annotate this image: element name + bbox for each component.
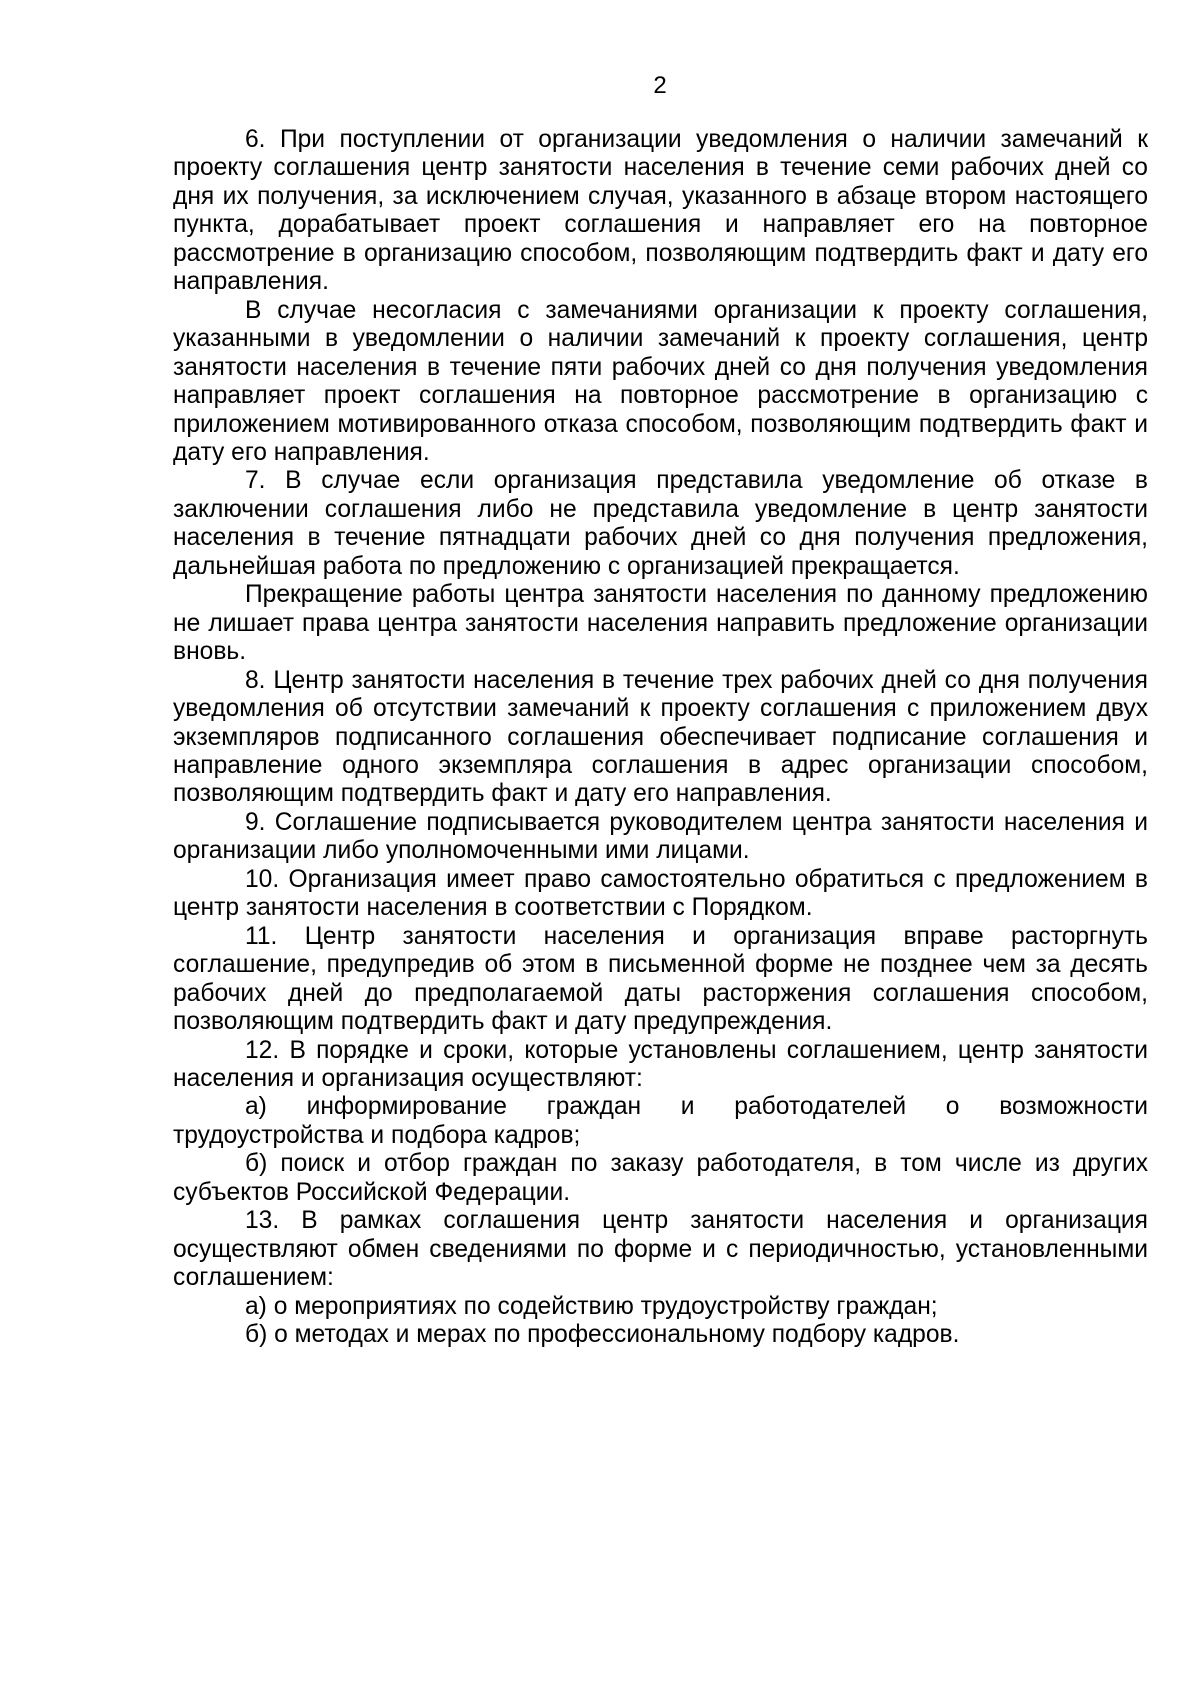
paragraph-9: 9. Соглашение подписывается руководителем центра занятости населения и организации либо уполномоченными ими лицами. bbox=[173, 808, 1148, 865]
paragraph-12-item-a: а) информирование граждан и работодателей о возможности трудоустройства и подбора кадров; bbox=[173, 1093, 1148, 1149]
paragraph-13: 13. В рамках соглашения центр занятости населения и организация осуществляют обмен сведениями по форме и с периодичностью, установленными соглашением: bbox=[173, 1207, 1148, 1292]
paragraph-13-item-b: б) о методах и мерах по профессиональному подбору кадров. bbox=[245, 1321, 960, 1349]
paragraph-7-part-2: Прекращение работы центра занятости населения по данному предложению не лишает права центра занятости населения направить предложение организации вновь. bbox=[173, 581, 1148, 666]
paragraph-12: 12. В порядке и сроки, которые установлены соглашением, центр занятости населения и организация осуществляют: bbox=[173, 1036, 1148, 1092]
paragraph-6-part-2: В случае несогласия с замечаниями организации к проекту соглашения, указанными в уведомлении о наличии замечаний к проекту соглашения, центр занятости населения в течение пяти рабочих дней со дня получения уведомления направляет проект соглашения на повторное рассмотрение в организацию с приложением мотивированного отказа способом, позволяющим подтвердить факт и дату его направления. bbox=[173, 296, 1148, 466]
paragraph-6: 6. При поступлении от организации уведомления о наличии замечаний к проекту соглашения центр занятости населения в течение семи рабочих дней со дня их получения, за исключением случая, указанного в абзаце втором настоящего пункта, дорабатывает проект соглашения и направляет его на повторное рассмотрение в организацию способом, позволяющим подтвердить факт и дату его направления. bbox=[173, 126, 1148, 296]
page-number: 2 bbox=[653, 72, 667, 99]
paragraph-7: 7. В случае если организация представила уведомление об отказе в заключении соглашения либо не представила уведомление в центр занятости населения в течение пятнадцати рабочих дней со дня получения предложения, дальнейшая работа по предложению с организацией прекращается. bbox=[173, 467, 1148, 580]
paragraph-11: 11. Центр занятости населения и организация вправе расторгнуть соглашение, предупредив об этом в письменной форме не позднее чем за десять рабочих дней до предполагаемой даты расторжения соглашения способом, позволяющим подтвердить факт и дату предупреждения. bbox=[173, 922, 1148, 1036]
paragraph-10: 10. Организация имеет право самостоятельно обратиться с предложением в центр занятости населения в соответствии с Порядком. bbox=[173, 865, 1148, 922]
paragraph-13-item-a: а) о мероприятиях по содействию трудоустройству граждан; bbox=[245, 1292, 938, 1320]
paragraph-12-item-b: б) поиск и отбор граждан по заказу работодателя, в том числе из других субъектов Российской Федерации. bbox=[173, 1150, 1148, 1206]
document-body bbox=[173, 126, 1148, 1349]
paragraph-8: 8. Центр занятости населения в течение трех рабочих дней со дня получения уведомления об отсутствии замечаний к проекту соглашения с приложением двух экземпляров подписанного соглашения обеспечивает подписание соглашения и направление одного экземпляра соглашения в адрес организации способом, позволяющим подтвердить факт и дату его направления. bbox=[173, 666, 1148, 808]
